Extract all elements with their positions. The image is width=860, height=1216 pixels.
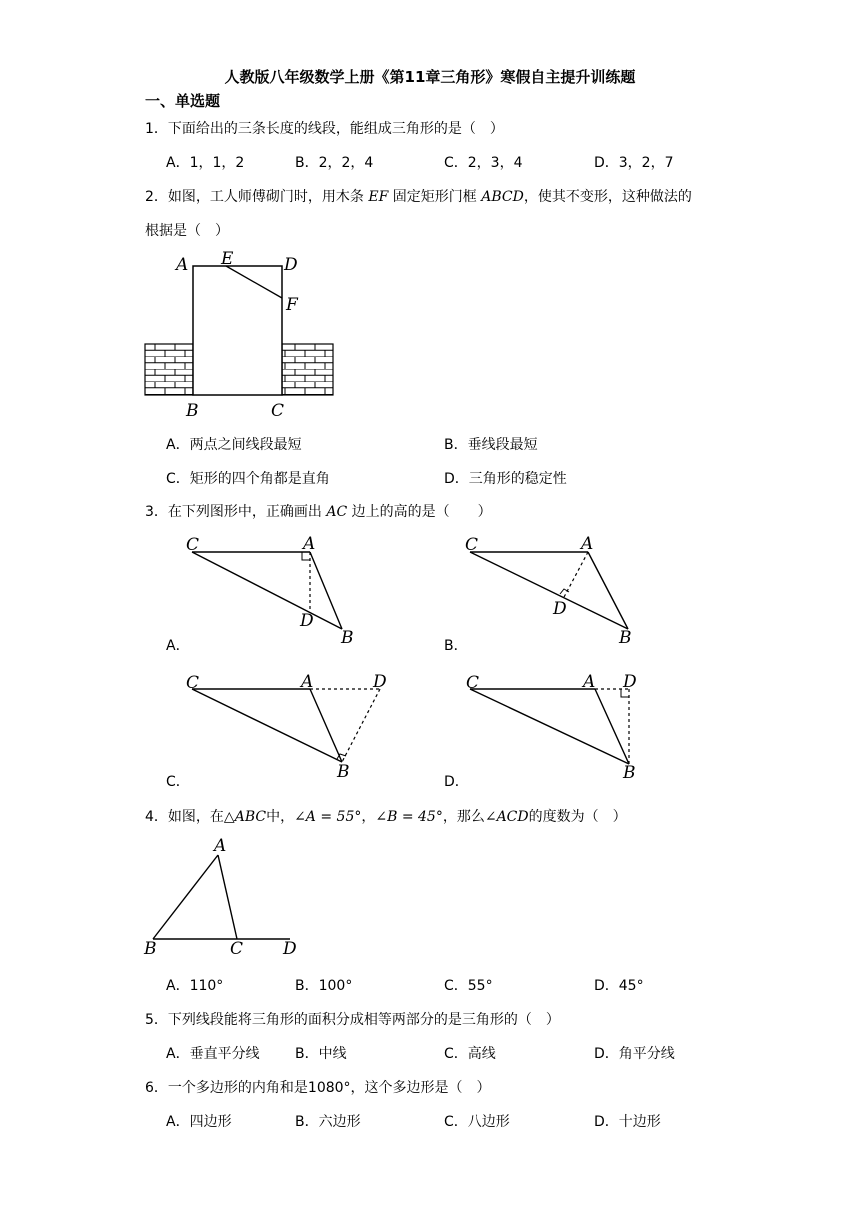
- section-heading: 一、单选题: [145, 92, 221, 110]
- label-d: D: [623, 672, 637, 692]
- question-number: 1．: [145, 121, 168, 137]
- option-b[interactable]: B．六边形: [295, 1114, 361, 1130]
- option-b[interactable]: B．垂线段最短: [444, 437, 538, 453]
- label-c: C: [271, 401, 285, 421]
- question-stem-cont: 根据是（ ）: [145, 223, 229, 239]
- option-c[interactable]: C．55°: [444, 978, 493, 994]
- question-stem: [145, 1077, 491, 1097]
- label-b: B: [623, 763, 636, 783]
- question-number: 2．: [145, 189, 168, 205]
- page-title: 人教版八年级数学上册《第11章三角形》寒假自主提升训练题: [224, 68, 636, 86]
- option-c[interactable]: C．2，3，4: [444, 155, 523, 171]
- option-b[interactable]: B．100°: [295, 978, 353, 994]
- question-text: ，那么: [442, 809, 485, 825]
- question-text: 如图，在△: [167, 809, 235, 825]
- question-number: 5．: [145, 1012, 168, 1028]
- label-d: D: [553, 599, 567, 619]
- option-b[interactable]: B．2，2，4: [295, 155, 374, 171]
- option-d[interactable]: D．3，2，7: [594, 155, 674, 171]
- label-a: A: [583, 672, 596, 692]
- label-b: B: [144, 939, 157, 959]
- question-text: 下列线段能将三角形的面积分成相等两部分的是三角形的（ ）: [167, 1012, 560, 1028]
- label-c: C: [186, 673, 200, 693]
- option-c[interactable]: C．: [166, 774, 190, 790]
- option-c[interactable]: C．高线: [444, 1046, 496, 1062]
- question-text: 一个多边形的内角和是1080°，这个多边形是（ ）: [167, 1080, 491, 1096]
- label-e: E: [221, 249, 234, 269]
- question-number: 3．: [145, 504, 168, 520]
- label-b: B: [186, 401, 199, 421]
- label-c: C: [466, 673, 480, 693]
- label-a: A: [214, 836, 227, 856]
- label-a: A: [301, 672, 314, 692]
- option-a[interactable]: A．两点之间线段最短: [166, 437, 302, 453]
- label-f: F: [286, 295, 298, 315]
- option-a[interactable]: A．110°: [166, 978, 224, 994]
- label-d: D: [373, 672, 387, 692]
- question-text: ，: [361, 809, 376, 825]
- label-d: D: [283, 939, 297, 959]
- label-d: D: [300, 611, 314, 631]
- option-d[interactable]: D．十边形: [594, 1114, 661, 1130]
- label-b: B: [337, 762, 350, 782]
- option-c[interactable]: C．八边形: [444, 1114, 510, 1130]
- label-d: D: [284, 255, 298, 275]
- question-text: 如图，工人师傅砌门时，用木条: [167, 189, 364, 205]
- option-a[interactable]: A．1，1，2: [166, 155, 245, 171]
- option-c[interactable]: C．矩形的四个角都是直角: [166, 471, 330, 487]
- option-a[interactable]: A．垂直平分线: [166, 1046, 260, 1062]
- question-text: 固定矩形门框: [392, 189, 477, 205]
- math-var: ABCD: [481, 189, 524, 205]
- label-b: B: [619, 628, 632, 648]
- option-a[interactable]: A．: [166, 638, 190, 654]
- question-text: 下面给出的三条长度的线段，能组成三角形的是（ ）: [167, 121, 504, 137]
- option-d[interactable]: D．: [444, 774, 469, 790]
- label-b: B: [341, 628, 354, 648]
- question-number: 4．: [145, 809, 168, 825]
- math-var: AC: [326, 504, 348, 520]
- math-expr: ∠B = 45°: [375, 809, 443, 825]
- option-d[interactable]: D．45°: [594, 978, 644, 994]
- question-text: 在下列图形中，正确画出: [167, 504, 322, 520]
- question-text: 的度数为（ ）: [528, 809, 627, 825]
- option-d[interactable]: D．三角形的稳定性: [444, 471, 567, 487]
- label-a: A: [581, 534, 594, 554]
- question-number: 6．: [145, 1080, 168, 1096]
- question-text: 中，: [266, 809, 295, 825]
- label-a: A: [303, 534, 316, 554]
- math-expr: ∠ACD: [484, 809, 529, 825]
- label-c: C: [465, 535, 479, 555]
- question-text: ，使其不变形，这种做法的: [523, 189, 692, 205]
- math-var: EF: [368, 189, 389, 205]
- option-b[interactable]: B．中线: [295, 1046, 347, 1062]
- option-a[interactable]: A．四边形: [166, 1114, 232, 1130]
- option-b[interactable]: B．: [444, 638, 468, 654]
- question-stem: [145, 1009, 560, 1029]
- label-c: C: [186, 535, 200, 555]
- math-var: ABC: [234, 809, 267, 825]
- label-c: C: [230, 939, 244, 959]
- math-expr: ∠A = 55°: [294, 809, 362, 825]
- label-a: A: [176, 255, 189, 275]
- question-text: 边上的高的是（ ）: [351, 504, 492, 520]
- option-d[interactable]: D．角平分线: [594, 1046, 675, 1062]
